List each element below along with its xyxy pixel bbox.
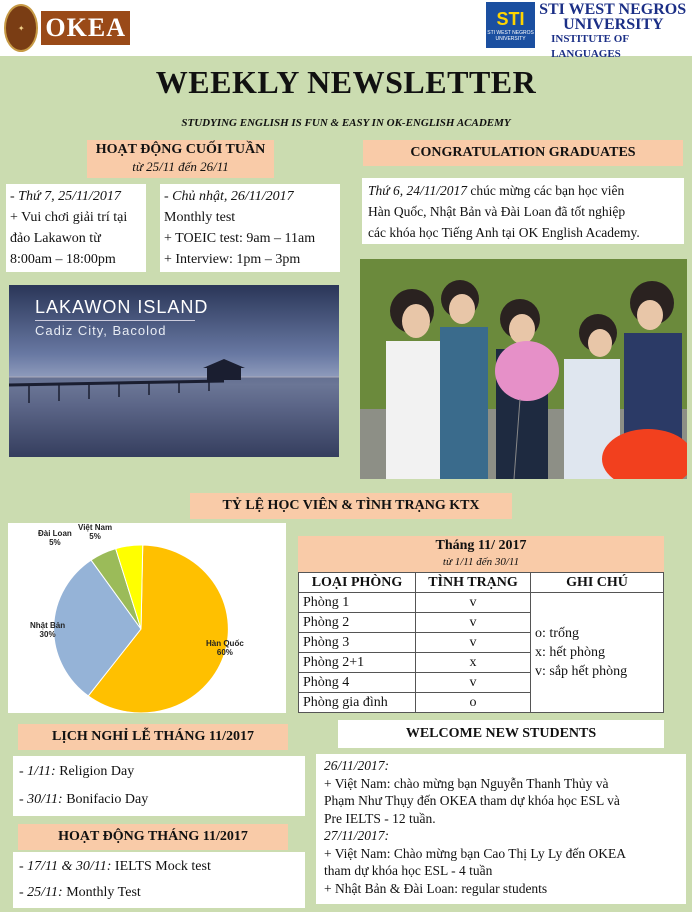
dorm-col-status: TÌNH TRẠNG bbox=[416, 573, 531, 593]
holidays-heading: LỊCH NGHỈ LỄ THÁNG 11/2017 bbox=[18, 724, 288, 750]
welcome-heading: WELCOME NEW STUDENTS bbox=[338, 720, 664, 748]
activities-box bbox=[13, 852, 305, 908]
holiday-item: - 30/11: Bonifacio Day bbox=[19, 792, 149, 807]
dorm-table-header bbox=[299, 573, 664, 593]
weekend-saturday-box bbox=[6, 184, 146, 272]
saturday-date: - Thứ 7, 25/11/2017 bbox=[10, 189, 121, 204]
pie-label-dailoan: Đài Loan 5% bbox=[38, 529, 72, 547]
sti-badge-text: STI bbox=[496, 8, 525, 29]
graduates-group-photo bbox=[360, 259, 687, 479]
graduates-heading: CONGRATULATION GRADUATES bbox=[363, 140, 683, 166]
pie-label-nhatban: Nhật Bản 30% bbox=[30, 621, 66, 639]
weekend-range: từ 25/11 đến 26/11 bbox=[132, 159, 229, 174]
dorm-col-room: LOẠI PHÒNG bbox=[299, 573, 416, 593]
pie-chart-svg bbox=[8, 523, 286, 713]
weekend-heading-box bbox=[87, 140, 274, 178]
welcome-line: + Nhật Bản & Đài Loan: regular students bbox=[324, 880, 548, 896]
holiday-item: - 1/11: Religion Day bbox=[19, 764, 135, 779]
pie-label-hanquoc: Hàn Quốc 60% bbox=[206, 639, 244, 657]
dorm-row: Phòng 2 v bbox=[299, 613, 664, 633]
sti-line2: UNIVERSITY bbox=[563, 16, 664, 33]
welcome-line: + Việt Nam: chào mừng bạn Nguyễn Thanh Thủy và bbox=[324, 775, 609, 791]
dorm-status-box bbox=[298, 536, 664, 712]
graduates-date: Thứ 6, 24/11/2017 bbox=[368, 183, 467, 198]
welcome-line: tham dự khóa học ESL - 4 tuần bbox=[324, 863, 493, 878]
welcome-date-1: 26/11/2017: bbox=[324, 758, 389, 773]
okea-seal-icon: ✦ bbox=[4, 4, 38, 52]
welcome-line: Phạm Như Thụy đến OKEA tham dự khóa học ESL và bbox=[324, 793, 620, 808]
note-empty: o: trống bbox=[535, 626, 579, 641]
dorm-row: Phòng 3 v bbox=[299, 633, 664, 653]
dorm-row: Phòng 4 v bbox=[299, 673, 664, 693]
group-photo-illustration bbox=[360, 259, 687, 479]
graduates-text-box bbox=[362, 178, 684, 244]
sunday-line-3: + Interview: 1pm – 3pm bbox=[164, 252, 301, 267]
welcome-line: Pre IELTS - 12 tuần. bbox=[324, 810, 436, 826]
welcome-date-2: 27/11/2017: bbox=[324, 828, 389, 843]
saturday-line-3: 8:00am – 18:00pm bbox=[10, 252, 116, 267]
graduates-text-c: các khóa học Tiếng Anh tại OK English Academy. bbox=[368, 225, 640, 240]
newsletter-title: WEEKLY NEWSLETTER bbox=[155, 64, 537, 100]
weekend-sunday-box bbox=[160, 184, 340, 272]
sunday-line-1: Monthly test bbox=[164, 210, 236, 225]
dorm-row: Phòng 1 v o: trống x: hết phòng v: sắp hết phòng bbox=[299, 593, 664, 613]
sti-line3: INSTITUTE OF LANGUAGES bbox=[551, 33, 629, 60]
holidays-box bbox=[13, 756, 305, 816]
student-ratio-chart bbox=[8, 523, 286, 713]
dorm-month-header bbox=[298, 536, 664, 572]
dorm-row: Phòng gia đình o bbox=[299, 693, 664, 713]
graduates-text-b: Hàn Quốc, Nhật Bản và Đài Loan đã tốt nghiệp bbox=[368, 204, 626, 219]
dorm-col-notes: GHI CHÚ bbox=[531, 573, 664, 593]
lake-photo-caption: Cadiz City, Bacolod bbox=[35, 323, 167, 338]
sti-wordmark bbox=[539, 2, 692, 62]
note-almost-full: v: sắp hết phòng bbox=[535, 664, 628, 679]
sunday-date: - Chủ nhật, 26/11/2017 bbox=[164, 189, 294, 204]
welcome-box bbox=[316, 754, 686, 904]
dorm-range: từ 1/11 đến 30/11 bbox=[442, 556, 520, 568]
ratio-heading: TỶ LỆ HỌC VIÊN & TÌNH TRẠNG KTX bbox=[190, 493, 512, 519]
pier-illustration bbox=[9, 285, 339, 457]
dorm-row: Phòng 2+1 x bbox=[299, 653, 664, 673]
pie-label-vietnam: Việt Nam 5% bbox=[78, 523, 113, 541]
saturday-line-1: + Vui chơi giải trí tại bbox=[10, 210, 128, 225]
dorm-table bbox=[298, 572, 664, 713]
lake-photo-title: LAKAWON ISLAND bbox=[35, 297, 209, 317]
dorm-month: Tháng 11/ 2017 bbox=[435, 538, 527, 553]
sti-logo bbox=[486, 1, 692, 60]
saturday-line-2: đảo Lakawon từ bbox=[10, 231, 101, 246]
activities-heading: HOẠT ĐỘNG THÁNG 11/2017 bbox=[18, 824, 288, 850]
dorm-notes bbox=[531, 593, 664, 713]
activity-item: - 17/11 & 30/11: IELTS Mock test bbox=[19, 859, 211, 874]
note-full: x: hết phòng bbox=[535, 645, 605, 660]
lakawon-island-photo bbox=[9, 285, 339, 457]
okea-logo bbox=[4, 4, 130, 52]
sti-badge bbox=[486, 2, 535, 48]
sti-badge-small: STI WEST NEGROS UNIVERSITY bbox=[487, 29, 534, 42]
okea-logo-text: OKEA bbox=[41, 11, 130, 45]
graduates-text-a: chúc mừng các bạn học viên bbox=[467, 183, 625, 198]
weekend-heading: HOẠT ĐỘNG CUỐI TUẦN bbox=[95, 142, 266, 157]
newsletter-subtitle: STUDYING ENGLISH IS FUN & EASY IN OK-ENGLISH ACADEMY bbox=[181, 117, 511, 129]
activity-item: - 25/11: Monthly Test bbox=[19, 885, 141, 900]
welcome-line: + Việt Nam: Chào mừng bạn Cao Thị Ly Ly đến OKEA bbox=[324, 845, 626, 861]
sti-line1: STI WEST NEGROS bbox=[539, 1, 687, 18]
sunday-line-2: + TOEIC test: 9am – 11am bbox=[164, 231, 316, 246]
